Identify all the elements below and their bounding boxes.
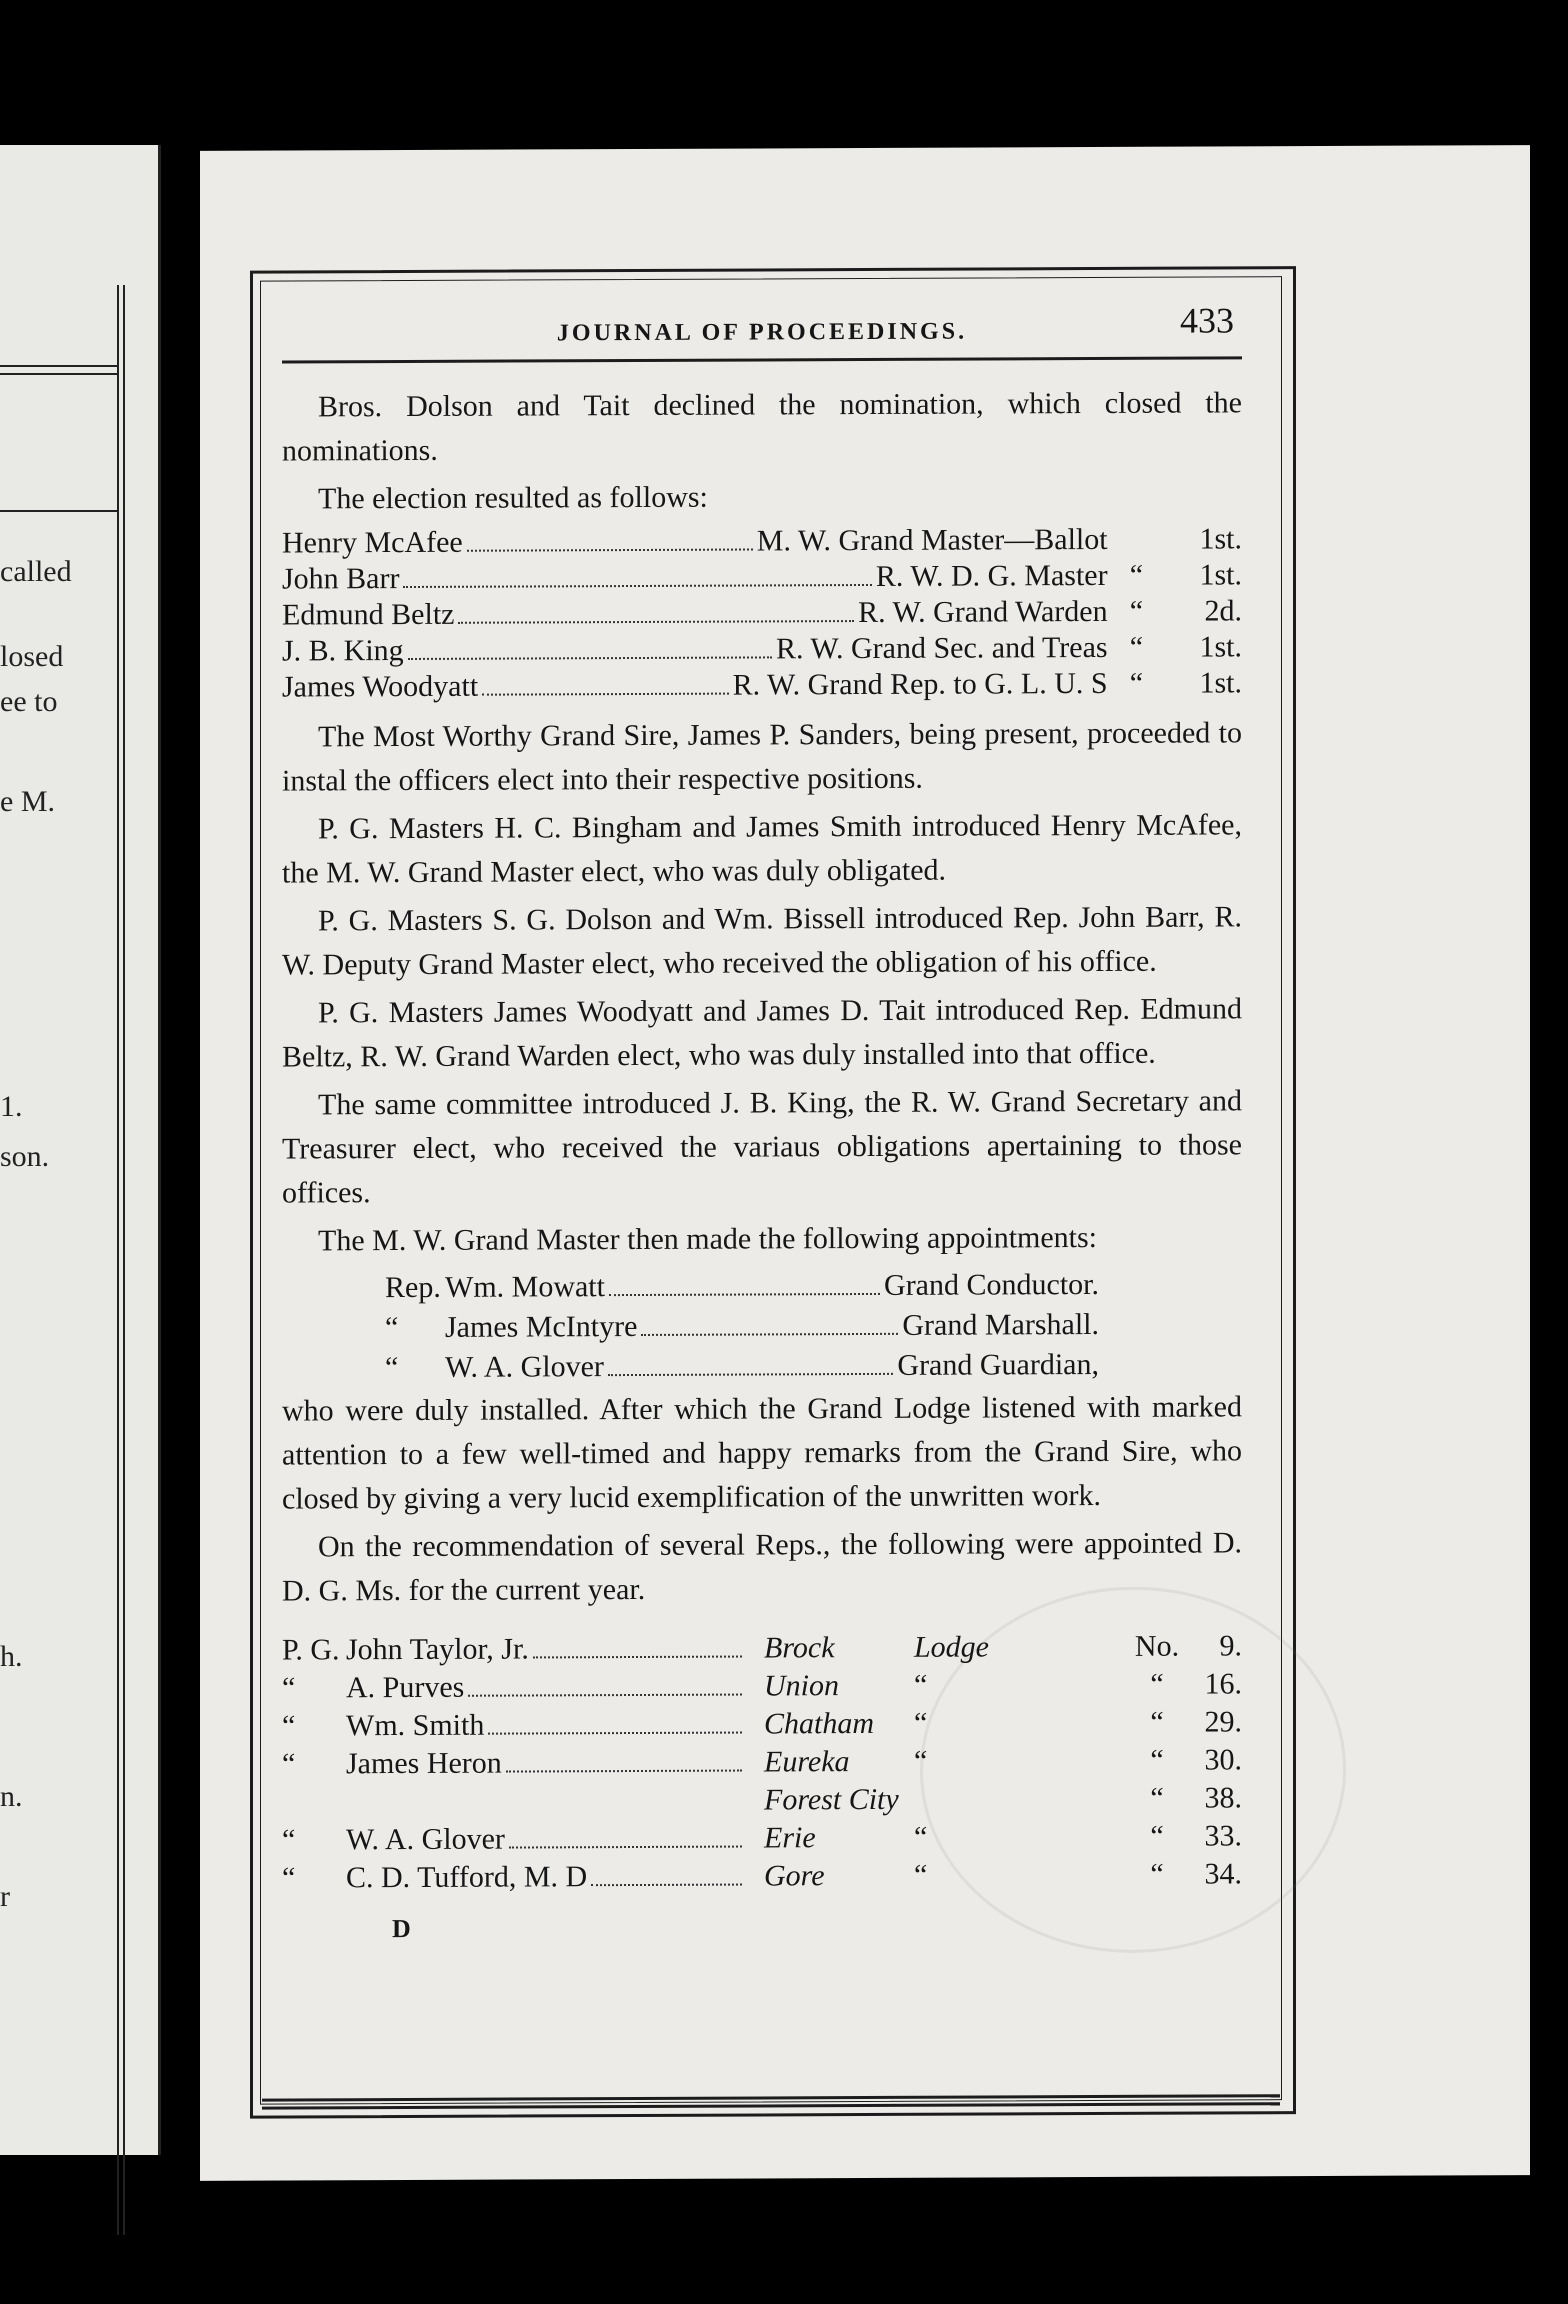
ddgm-number-label: “	[1150, 1857, 1164, 1891]
office-title: R. W. Grand Rep. to G. L. U. S	[732, 666, 1108, 702]
ddgm-leader-cell	[989, 1780, 1132, 1819]
ddgm-prefix: “	[282, 1709, 296, 1743]
leader-line	[346, 1668, 746, 1708]
leader-line	[385, 1347, 1099, 1386]
appointed-office: Grand Conductor.	[884, 1267, 1099, 1302]
dot-leader	[408, 656, 772, 660]
dot-leader	[609, 1293, 880, 1296]
election-results-table	[282, 521, 1242, 705]
election-entry	[282, 522, 1108, 562]
ddgm-name-cell	[346, 1782, 746, 1822]
ddgm-name-cell	[346, 1744, 746, 1784]
ddgm-name: James Heron	[346, 1746, 502, 1781]
election-row	[282, 665, 1242, 705]
paragraph: P. G. Masters H. C. Bingham and James Smith introduced Henry McAfee, the M. W. Grand Master elect, who was duly obligated.	[282, 808, 1242, 890]
paragraph: The same committee introduced J. B. King, the R. W. Grand Secretary and Treasurer elect, who received the variaus obligations apertaining to those offices.	[282, 1084, 1242, 1210]
ddgm-number-label: “	[1150, 1705, 1164, 1739]
election-entry	[282, 594, 1108, 634]
page-number: 433	[1180, 300, 1234, 341]
ddgm-lodge-word: Lodge	[914, 1630, 989, 1664]
ddgm-lodge-name: Brock	[764, 1631, 835, 1665]
officer-name: J. B. King	[282, 634, 404, 668]
appointment-row	[384, 1306, 1100, 1347]
ddgm-row	[282, 1665, 1242, 1707]
header-rule	[282, 356, 1242, 363]
ddgm-number-label: “	[1150, 1781, 1164, 1815]
ddgm-lodge-name: Eureka	[764, 1745, 850, 1779]
election-row	[282, 557, 1242, 597]
ddgm-name: C. D. Tufford, M. D	[346, 1860, 588, 1895]
running-header	[282, 298, 1242, 352]
appointment-row	[384, 1346, 1100, 1387]
ballot-number: 1st.	[1199, 630, 1242, 664]
paragraph: who were duly installed. After which the Grand Lodge listened with marked attention to a few well-timed and happy remarks from the Grand Sire, who closed by giving a very lucid exemplification of the unwritten work.	[282, 1390, 1242, 1516]
officer-name: Henry McAfee	[282, 525, 463, 560]
ddgm-prefix: “	[282, 1861, 296, 1895]
ddgm-lodge-number: 29.	[1204, 1705, 1242, 1739]
ddgm-row	[282, 1817, 1242, 1859]
appointed-office: Grand Guardian,	[897, 1347, 1099, 1382]
ddgm-lodge-name: Chatham	[764, 1706, 875, 1741]
appointee-name: Wm. Mowatt	[445, 1270, 605, 1304]
left-page-fragment: losed	[0, 640, 64, 673]
ddgm-lodge-number: 9.	[1219, 1629, 1242, 1663]
ditto-mark	[1108, 522, 1166, 558]
dot-leader	[1001, 1832, 1120, 1833]
header-title: JOURNAL OF PROCEEDINGS.	[556, 318, 968, 347]
ddgm-lodge-name: Forest City	[764, 1782, 899, 1817]
ddgm-prefix: “	[282, 1823, 296, 1857]
ddgm-number-label: No.	[1134, 1629, 1180, 1663]
ddgm-lodge-name: Gore	[764, 1859, 825, 1893]
left-page-fragment: 1.	[0, 1090, 23, 1123]
ddgm-prefix: “	[282, 1671, 296, 1705]
election-row	[282, 593, 1242, 633]
ddgm-number-label: “	[1150, 1743, 1164, 1777]
ddgm-lodge-number: 33.	[1204, 1819, 1242, 1853]
ddgm-lodge-word: “	[914, 1744, 928, 1778]
ballot-number: 1st.	[1199, 558, 1242, 592]
ddgm-leader-cell	[989, 1628, 1132, 1667]
dot-leader	[608, 1373, 894, 1376]
left-page-fragment: n.	[0, 1780, 23, 1813]
ddgm-prefix	[282, 1783, 346, 1821]
ditto-mark: “	[1129, 594, 1144, 628]
left-page-rule	[0, 373, 118, 375]
appointment-entry	[384, 1306, 1100, 1347]
leader-line	[346, 1820, 746, 1860]
left-page-rule	[0, 365, 118, 367]
officer-name: Edmund Beltz	[282, 597, 455, 632]
ddgm-lodge-word	[914, 1780, 989, 1818]
appointment-prefix: “	[385, 1311, 399, 1345]
ddgm-name-cell	[346, 1858, 746, 1898]
ddgm-lodge-number: 34.	[1204, 1857, 1242, 1891]
ddgm-name-cell	[346, 1668, 746, 1708]
ddgm-lodge-number: 38.	[1204, 1781, 1242, 1815]
ddgm-name: W. A. Glover	[346, 1822, 505, 1857]
ddgm-row	[282, 1741, 1242, 1783]
dot-leader	[1001, 1870, 1120, 1871]
ddgm-row	[282, 1779, 1242, 1821]
left-page-border	[117, 285, 125, 2235]
leader-line	[282, 630, 1108, 670]
ddgm-number-label: “	[1150, 1667, 1164, 1701]
left-page-rule	[0, 510, 118, 512]
paragraph: P. G. Masters James Woodyatt and James D. Tait introduced Rep. Edmund Beltz, R. W. Grand Warden elect, who was duly installed into that office.	[282, 992, 1242, 1074]
officer-name: John Barr	[282, 562, 400, 596]
ddgm-lodge-number: 16.	[1204, 1667, 1242, 1701]
election-entry	[282, 630, 1108, 670]
ddgm-name: Wm. Smith	[346, 1708, 485, 1743]
left-page-fragment: r	[0, 1880, 10, 1913]
appointed-office: Grand Marshall.	[902, 1307, 1099, 1342]
ddgm-lodge-number: 30.	[1204, 1743, 1242, 1777]
dot-leader	[533, 1656, 742, 1659]
paragraph: P. G. Masters S. G. Dolson and Wm. Bissell introduced Rep. John Barr, R. W. Deputy Grand Master elect, who received the obligation of his office.	[282, 900, 1242, 982]
election-row	[282, 629, 1242, 669]
office-title: R. W. Grand Warden	[858, 594, 1108, 630]
office-title: R. W. D. G. Master	[875, 558, 1108, 593]
ddgm-prefix: “	[282, 1747, 296, 1781]
ddgm-table	[282, 1627, 1242, 1897]
dot-leader	[641, 1333, 898, 1336]
ballot-number: 1st.	[1199, 522, 1242, 556]
ballot-number: 2d.	[1204, 594, 1242, 628]
appointee-name: James McIntyre	[445, 1309, 638, 1344]
left-page-fragment: ee to	[0, 685, 58, 718]
page-content	[282, 298, 1242, 1951]
leader-line	[282, 666, 1108, 706]
left-page-fragment: son.	[0, 1140, 50, 1173]
ddgm-lodge-word: “	[914, 1668, 928, 1702]
dot-leader	[509, 1846, 742, 1849]
leader-line	[282, 522, 1108, 562]
dot-leader	[1001, 1718, 1120, 1719]
ddgm-leader-cell	[989, 1666, 1132, 1705]
dot-leader	[506, 1770, 742, 1773]
ddgm-prefix: P. G.	[282, 1633, 340, 1667]
leader-line	[282, 558, 1108, 598]
left-page-fragment: called	[0, 555, 72, 588]
appointee-name: W. A. Glover	[445, 1350, 604, 1384]
appointments-table	[382, 1264, 1102, 1389]
ddgm-number-label: “	[1150, 1819, 1164, 1853]
left-page-fragment: e M.	[0, 785, 55, 818]
ddgm-row	[282, 1855, 1242, 1897]
appointment-prefix: “	[385, 1351, 399, 1385]
signature-mark: D	[392, 1913, 411, 1944]
paragraph: The Most Worthy Grand Sire, James P. Sanders, being present, proceeded to instal the officers elect into their respective positions.	[282, 716, 1242, 798]
paragraph: Bros. Dolson and Tait declined the nomination, which closed the nominations.	[282, 386, 1242, 468]
dot-leader	[468, 1694, 742, 1697]
paragraph: The election resulted as follows:	[318, 480, 708, 516]
ddgm-lodge-word: “	[914, 1706, 928, 1740]
dot-leader	[1001, 1680, 1120, 1681]
leader-line	[346, 1630, 746, 1670]
left-page-fragment: h.	[0, 1640, 23, 1673]
journal-page	[200, 145, 1530, 2181]
ddgm-name: John Taylor, Jr.	[346, 1632, 529, 1667]
ddgm-leader-cell	[989, 1704, 1132, 1743]
leader-line	[385, 1307, 1099, 1346]
leader-line	[385, 1267, 1099, 1306]
dot-leader	[1001, 1642, 1120, 1643]
election-entry	[282, 558, 1108, 598]
leader-line	[346, 1706, 746, 1746]
dot-leader	[482, 693, 728, 696]
leader-line	[346, 1744, 746, 1784]
ddgm-leader-cell	[989, 1856, 1132, 1895]
ddgm-lodge-word: “	[914, 1858, 928, 1892]
ddgm-name: A. Purves	[346, 1670, 465, 1705]
ditto-mark: “	[1129, 630, 1144, 664]
ddgm-lodge-name: Union	[764, 1669, 839, 1703]
office-title: R. W. Grand Sec. and Treas	[775, 630, 1108, 666]
dot-leader	[1001, 1794, 1120, 1795]
officer-name: James Woodyatt	[282, 669, 479, 704]
ddgm-name-cell	[346, 1706, 746, 1746]
ddgm-leader-cell	[989, 1818, 1132, 1857]
election-row	[282, 521, 1242, 561]
dot-leader	[458, 620, 854, 624]
election-entry	[282, 666, 1108, 706]
dot-leader	[467, 548, 753, 551]
ddgm-name-cell	[346, 1820, 746, 1860]
dot-leader	[403, 584, 871, 588]
ballot-number: 1st.	[1199, 666, 1242, 700]
ddgm-leader-cell	[989, 1742, 1132, 1781]
ddgm-name-cell	[346, 1630, 746, 1670]
ditto-mark: “	[1129, 666, 1144, 700]
appointment-entry	[384, 1346, 1100, 1387]
dot-leader	[488, 1732, 742, 1735]
dot-leader	[591, 1884, 742, 1887]
paragraph: On the recommendation of several Reps., the following were appointed D. D. G. Ms. for the current year.	[282, 1526, 1242, 1608]
ddgm-lodge-name: Erie	[764, 1821, 816, 1855]
leader-line	[346, 1858, 746, 1898]
appointment-row	[384, 1266, 1100, 1307]
leader-line	[282, 594, 1108, 634]
paragraph: The M. W. Grand Master then made the following appointments:	[318, 1220, 1098, 1258]
ddgm-lodge-word: “	[914, 1820, 928, 1854]
office-title: M. W. Grand Master—Ballot	[756, 522, 1108, 558]
ddgm-row	[282, 1627, 1242, 1669]
ditto-mark: “	[1129, 558, 1144, 592]
ddgm-row	[282, 1703, 1242, 1745]
appointment-prefix: Rep.	[385, 1270, 441, 1305]
dot-leader	[1001, 1756, 1120, 1757]
appointment-entry	[384, 1266, 1100, 1307]
